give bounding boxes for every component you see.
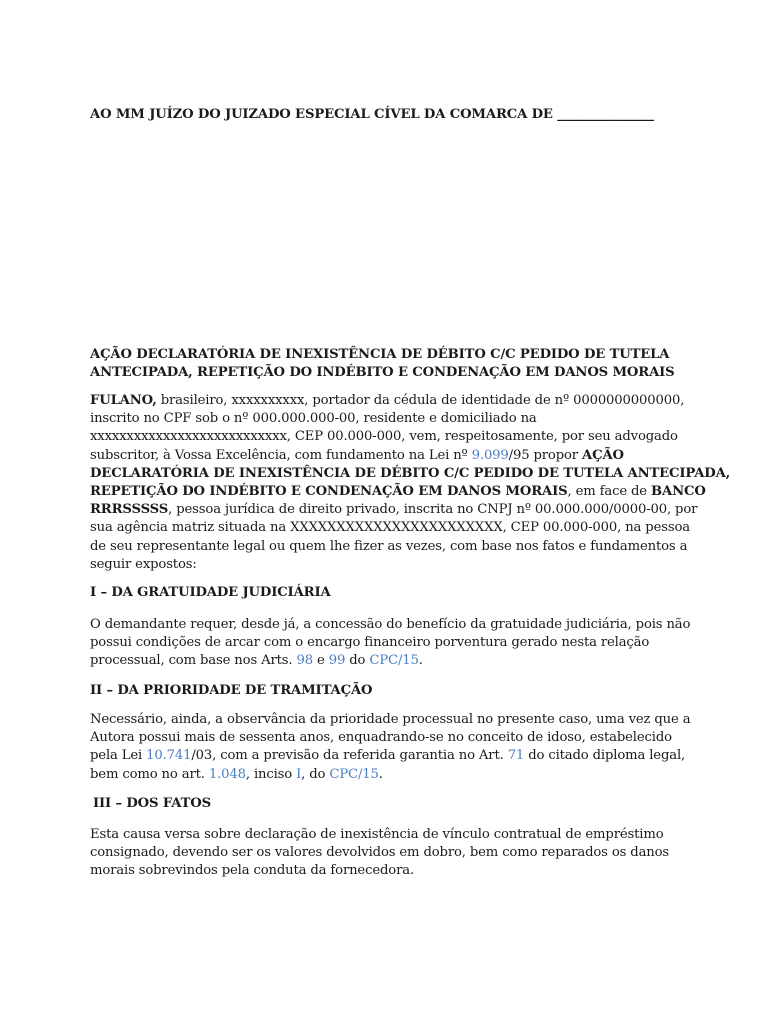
paragraph-text: , em face de <box>567 484 651 500</box>
paragraph-text: subscritor, à Vossa Excelência, com fundamento na Lei nº <box>90 447 472 463</box>
code-link-cpc15[interactable]: CPC/15 <box>329 766 379 782</box>
paragraph-line <box>90 652 682 670</box>
paragraph-line <box>90 483 706 501</box>
law-link-10741[interactable]: 10.741 <box>146 748 192 764</box>
paragraph-text: brasileiro, xxxxxxxxxx, portador da cédula de identidade de nº 0000000000000, <box>156 393 685 408</box>
law-link-9099[interactable]: 9.099 <box>471 447 509 463</box>
paragraph-line: Esta causa versa sobre declaração de inexistência de vínculo contratual de empréstimo <box>90 827 664 842</box>
paragraph-line <box>90 392 685 410</box>
paragraph-line: de seu representante legal ou quem lhe fizer as vezes, com base nos fatos e fundamentos a <box>90 538 688 554</box>
paragraph-text: do citado diploma legal, <box>524 748 686 764</box>
inciso-link-i[interactable]: I <box>296 766 302 782</box>
paragraph-text: , pessoa jurídica de direito privado, inscrita no CNPJ nº 00.000.000/0000-00, por <box>168 502 698 518</box>
paragraph-line: Autora possui mais de sessenta anos, enquadrando-se no conceito de idoso, estabelecido <box>90 730 672 746</box>
paragraph-line: consignado, devendo ser os valores devolvidos em dobro, bem como reparados os danos <box>90 845 670 861</box>
article-link-1048[interactable]: 1.048 <box>208 766 246 782</box>
paragraph-text: , inciso <box>245 766 297 782</box>
paragraph-line: Necessário, ainda, a observância da prioridade processual no presente caso, uma vez que a <box>90 712 691 727</box>
paragraph-line: O demandante requer, desde já, a concessão do benefício da gratuidade judiciária, pois não <box>90 617 691 632</box>
paragraph-text: /03, com a previsão da referida garantia no Art. <box>191 748 508 764</box>
paragraph-text: , do <box>301 766 330 782</box>
paragraph-text: . <box>378 766 383 782</box>
action-title-line: AÇÃO DECLARATÓRIA DE INEXISTÊNCIA DE DÉBITO C/C PEDIDO DE TUTELA <box>90 347 670 362</box>
section-title: I – DA GRATUIDADE JUDICIÁRIA <box>90 585 331 600</box>
court-address-text: AO MM JUÍZO DO JUIZADO ESPECIAL CÍVEL DA COMARCA DE _______________ <box>90 107 654 122</box>
defendant-name: RRRSSSSS <box>90 502 169 518</box>
paragraph-line: morais sobrevindos pela conduta da fornecedora. <box>90 863 414 879</box>
action-name-bold: REPETIÇÃO DO INDÉBITO E CONDENAÇÃO EM DANOS MORAIS <box>90 484 568 500</box>
paragraph-text: e <box>312 653 329 669</box>
paragraph-text: pela Lei <box>90 748 147 764</box>
article-link-71[interactable]: 71 <box>507 748 525 764</box>
section-title: II – DA PRIORIDADE DE TRAMITAÇÃO <box>90 683 373 698</box>
section-body-gratuidade <box>90 616 691 671</box>
paragraph-line <box>90 501 698 519</box>
paragraph-line <box>90 766 682 784</box>
action-title <box>90 346 682 382</box>
section-heading-fatos <box>93 795 685 813</box>
section-title: III – DOS FATOS <box>93 796 211 811</box>
paragraph-line: DECLARATÓRIA DE INEXISTÊNCIA DE DÉBITO C/C PEDIDO DE TUTELA ANTECIPADA, <box>90 465 731 481</box>
section-heading-gratuidade <box>90 584 682 602</box>
defendant-name: BANCO <box>651 484 706 500</box>
article-link-98[interactable]: 98 <box>296 653 313 669</box>
code-link-cpc15[interactable]: CPC/15 <box>369 653 419 669</box>
paragraph-line: xxxxxxxxxxxxxxxxxxxxxxxxxxx, CEP 00.000-000, vem, respeitosamente, por seu advogado <box>90 429 678 445</box>
paragraph-text: processual, com base nos Arts. <box>90 653 297 669</box>
paragraph-text: . <box>418 653 423 669</box>
section-heading-prioridade <box>90 682 682 700</box>
paragraph-line: inscrito no CPF sob o nº 000.000.000-00, residente e domiciliado na <box>90 411 537 427</box>
paragraph-text: /95 propor <box>508 447 583 463</box>
paragraph-line: seguir expostos: <box>90 556 197 572</box>
section-body-fatos <box>90 826 682 881</box>
article-link-99[interactable]: 99 <box>328 653 346 669</box>
paragraph-line: sua agência matriz situada na XXXXXXXXXXXXXXXXXXXXXXX, CEP 00.000-000, na pessoa <box>90 520 690 536</box>
court-address-heading <box>90 106 682 124</box>
plaintiff-name: FULANO, <box>90 393 157 408</box>
paragraph-line <box>90 447 682 465</box>
paragraph-text: do <box>345 653 370 669</box>
action-name-bold: AÇÃO <box>582 447 624 463</box>
intro-paragraph <box>90 392 731 574</box>
paragraph-text: bem como no art. <box>90 766 209 782</box>
section-body-prioridade <box>90 711 691 784</box>
paragraph-line: possui condições de arcar com o encargo financeiro porventura gerado nesta relação <box>90 635 650 651</box>
paragraph-line <box>90 747 686 765</box>
action-title-line: ANTECIPADA, REPETIÇÃO DO INDÉBITO E CONDENAÇÃO EM DANOS MORAIS <box>90 365 675 381</box>
